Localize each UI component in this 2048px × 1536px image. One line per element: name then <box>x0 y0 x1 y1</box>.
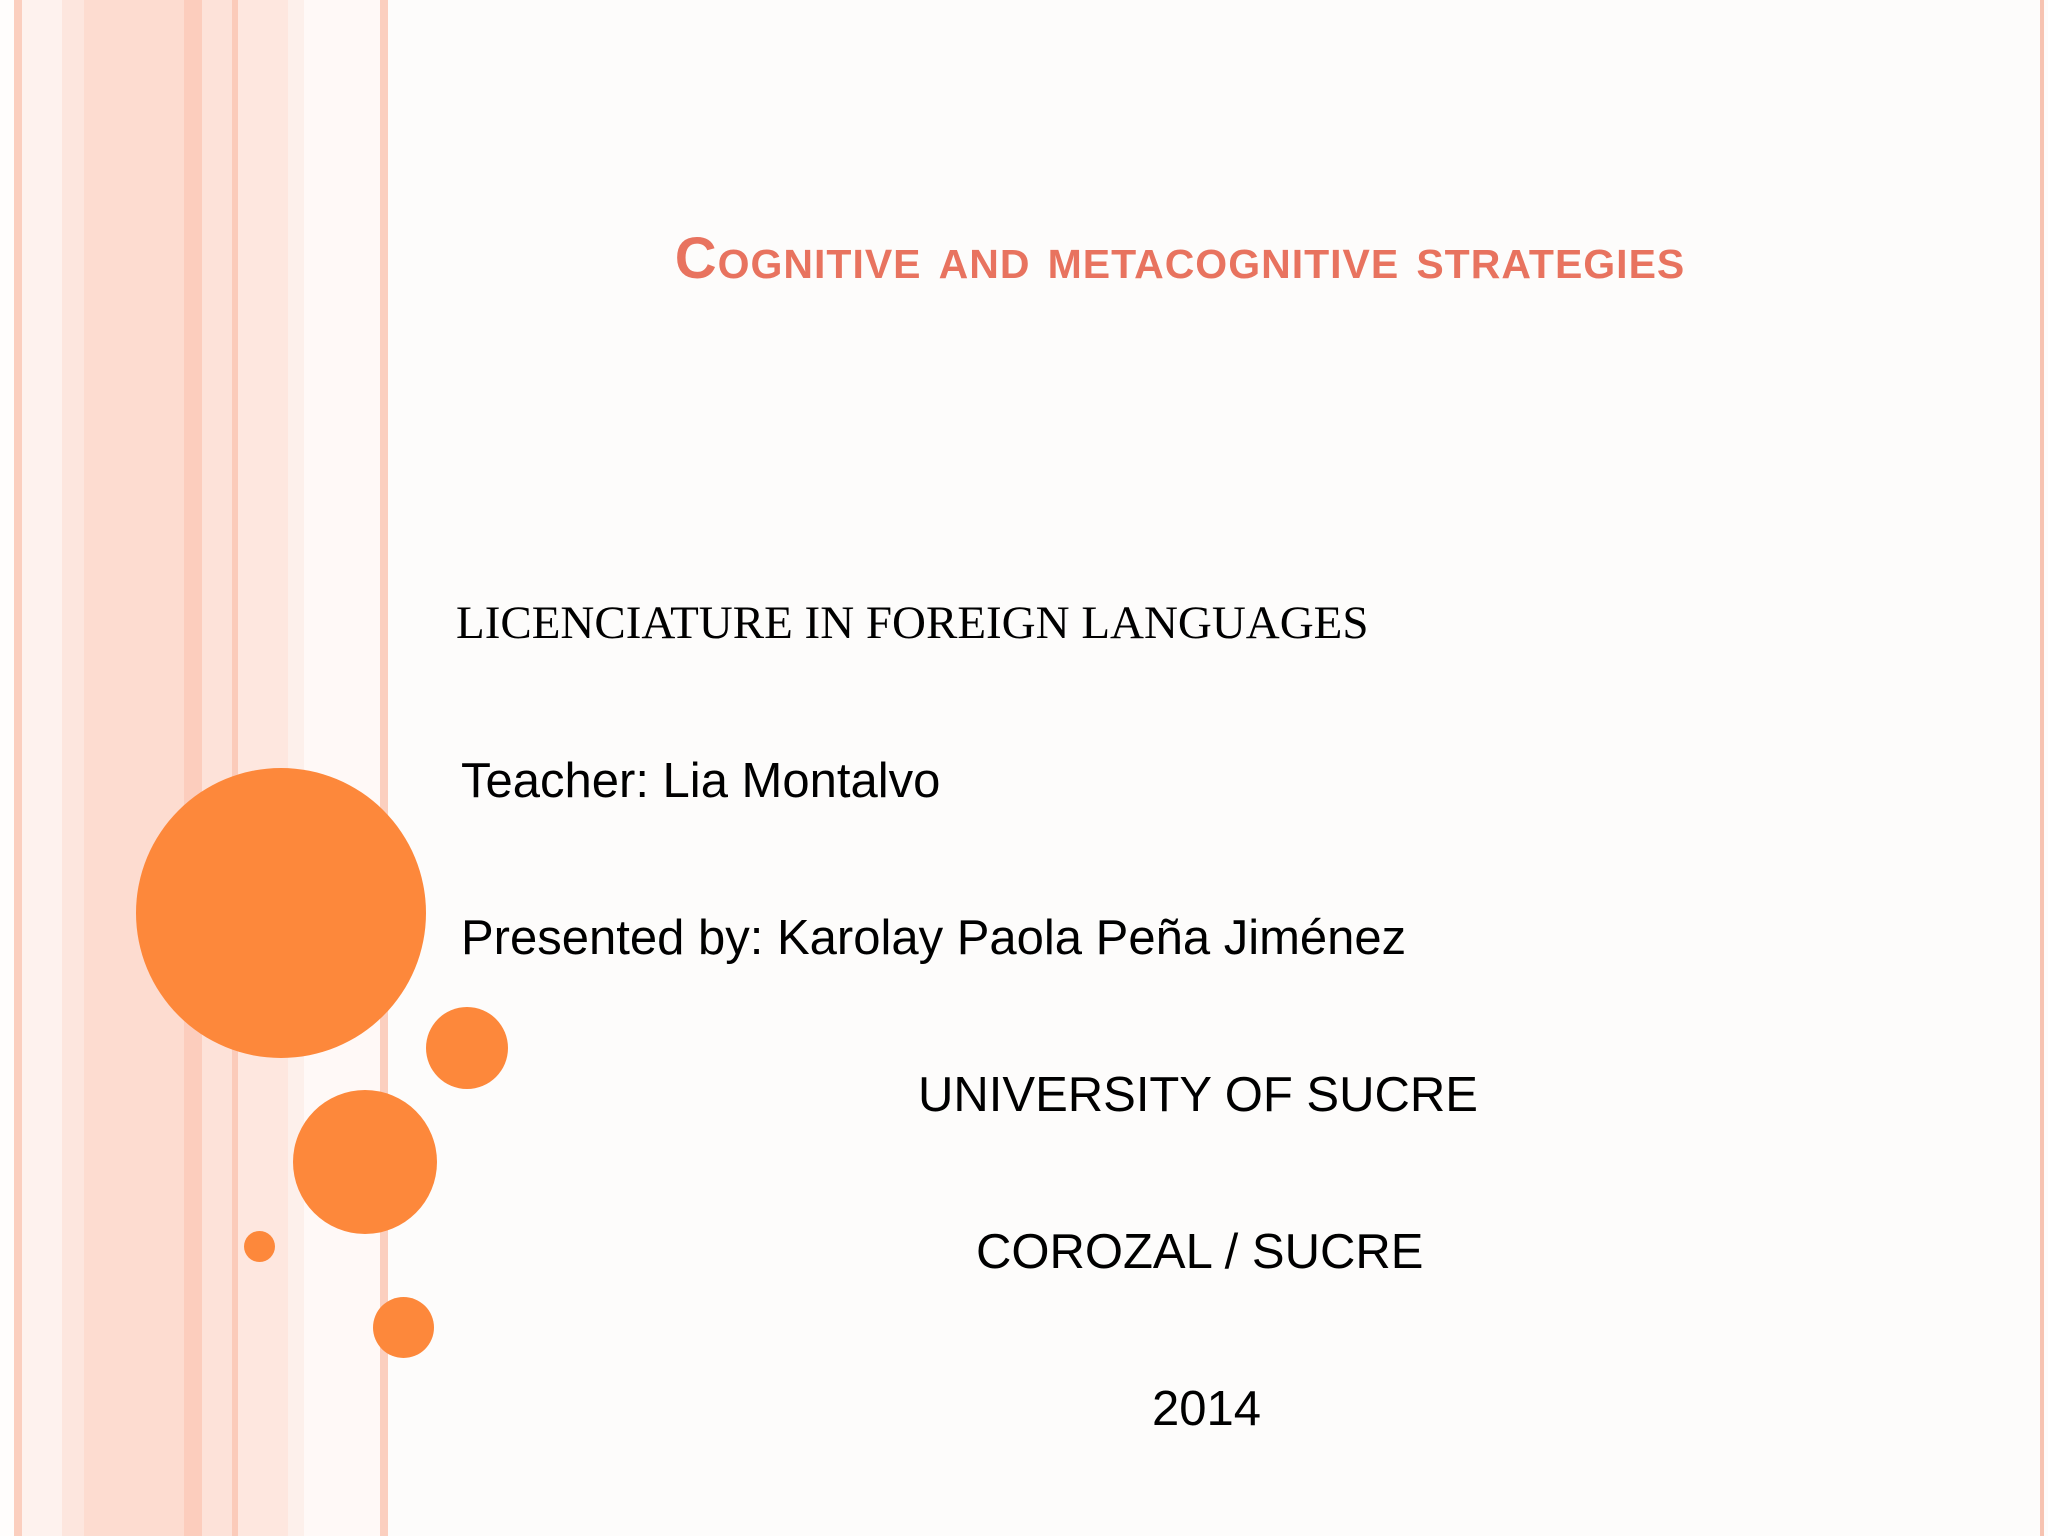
decor-stripe <box>0 0 14 1536</box>
slide-title: Cognitive and metacognitive strategies <box>674 226 1686 291</box>
decor-stripe <box>202 0 232 1536</box>
decor-circle-small <box>426 1007 508 1089</box>
decor-circle-tiny <box>244 1231 275 1262</box>
location-line: COROZAL / SUCRE <box>976 1225 1424 1279</box>
decor-stripe <box>14 0 22 1536</box>
decor-right-edge-line <box>2040 0 2044 1536</box>
presenter-line: Presented by: Karolay Paola Peña Jiménez <box>461 911 1407 965</box>
teacher-line: Teacher: Lia Montalvo <box>461 754 941 808</box>
decor-stripe <box>62 0 84 1536</box>
decor-stripe <box>84 0 184 1536</box>
decor-circle-medium <box>293 1090 437 1234</box>
year-line: 2014 <box>1152 1382 1262 1436</box>
decor-stripe <box>22 0 62 1536</box>
program-name: LICENCIATURE IN FOREIGN LANGUAGES <box>456 597 1369 649</box>
decor-circle-small <box>373 1297 434 1358</box>
university-name: UNIVERSITY OF SUCRE <box>918 1068 1478 1122</box>
decor-stripe <box>184 0 202 1536</box>
decor-stripe <box>304 0 380 1536</box>
decor-circle-large <box>136 768 426 1058</box>
